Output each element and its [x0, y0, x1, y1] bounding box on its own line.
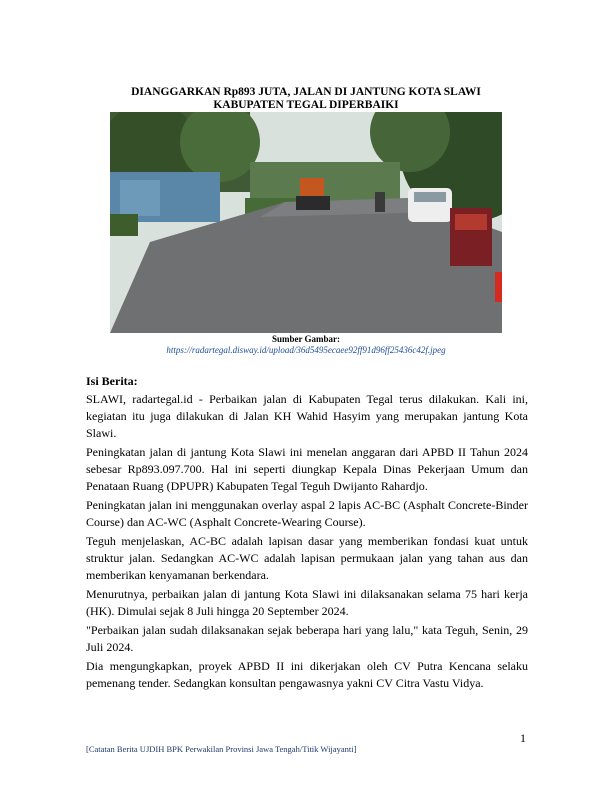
footer-note: [Catatan Berita UJDIH BPK Perwakilan Provinsi Jawa Tengah/Titik Wijayanti] [86, 744, 357, 754]
caption-url-link[interactable]: https://radartegal.disway.id/upload/36d5495ecaee92ff91d96ff25436c42f.jpeg [166, 345, 446, 355]
title-line-1: DIANGGARKAN Rp893 JUTA, JALAN DI JANTUNG KOTA SLAWI [131, 86, 481, 98]
image-caption [80, 334, 532, 356]
article-body [86, 373, 528, 694]
paragraph: SLAWI, radartegal.id - Perbaikan jalan di Kabupaten Tegal terus dilakukan. Kali ini, kegiatan itu juga dilakukan di Jalan KH Wahid Hasyim yang merupakan jantung Kota Slawi. [86, 392, 528, 440]
paragraph: "Perbaikan jalan sudah dilaksanakan sejak beberapa hari yang lalu," kata Teguh, Senin, 29 Juli 2024. [86, 623, 528, 654]
caption-label: Sumber Gambar: [271, 334, 341, 344]
news-photo [110, 112, 502, 333]
paragraph: Peningkatan jalan ini menggunakan overlay aspal 2 lapis AC-BC (Asphalt Concrete-Binder Course) dan AC-WC (Asphalt Concrete-Wearing Course). [86, 498, 528, 529]
article-title [80, 86, 532, 112]
paragraph: Dia mengungkapkan, proyek APBD II ini dikerjakan oleh CV Putra Kencana selaku pemenang tender. Sedangkan konsultan pengawasnya yakni CV Citra Vastu Vidya. [86, 659, 528, 690]
content-heading: Isi Berita: [86, 374, 138, 388]
title-line-2: KABUPATEN TEGAL DIPERBAIKI [213, 99, 399, 111]
paragraph: Teguh menjelaskan, AC-BC adalah lapisan dasar yang memberikan fondasi kuat untuk struktur jalan. Sedangkan AC-WC adalah lapisan permukaan jalan yang tahan aus dan memberikan kenyamanan berkendara. [86, 534, 528, 582]
page-number: 1 [520, 731, 526, 745]
paragraph: Menurutnya, perbaikan jalan di jantung Kota Slawi ini dilaksanakan selama 75 hari kerja (HK). Dimulai sejak 8 Juli hingga 20 September 2024. [86, 587, 528, 618]
paragraph: Peningkatan jalan di jantung Kota Slawi ini menelan anggaran dari APBD II Tahun 2024 sebesar Rp893.097.700. Hal ini seperti diungkap Kepala Dinas Pekerjaan Umum dan Penataan Ruang (DPUPR) Kabupaten Tegal Teguh Dwijanto Rahardjo. [86, 445, 528, 493]
